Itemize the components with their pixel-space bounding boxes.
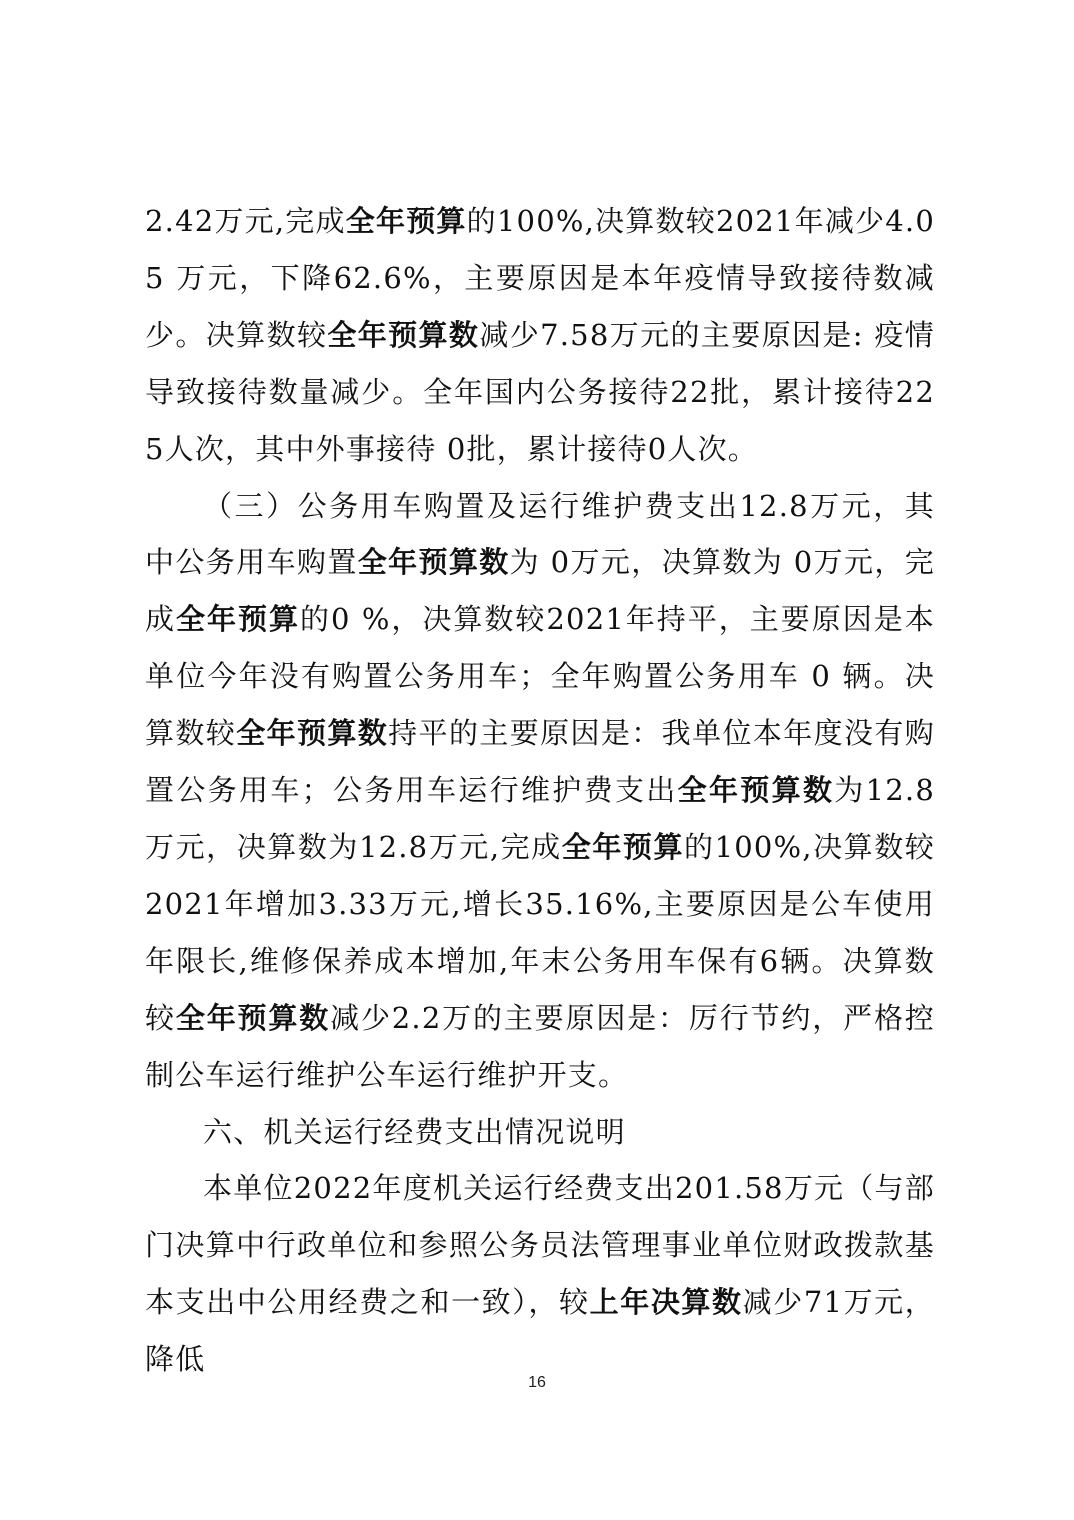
emphasis-full-year-budget-amount: 全年预算数	[357, 545, 510, 580]
page-number: 16	[528, 1374, 546, 1391]
text-segment: 持平的主要原因是：我单位本年度没有购置公务用车；公务用车运行维护费支出	[145, 716, 935, 808]
text-segment: 本单位2022年度机关运行经费支出201.58万元（与部门决算中行政单位和参照公务员法管理事业单位财政拨款基本支出中公用经费之和一致），较	[145, 1171, 935, 1320]
paragraph-hospitality	[145, 193, 935, 478]
emphasis-full-year-budget-amount: 全年预算数	[236, 716, 389, 751]
emphasis-full-year-budget-amount: 全年预算数	[677, 773, 835, 808]
paragraph-vehicle-expenses	[145, 478, 935, 1104]
text-segment: 减少7.58万元的主要原因是: 疫情导致接待数量减少。全年国内公务接待22批，累计接待225人次，其中外事接待 0批，累计接待0人次。	[145, 317, 935, 466]
emphasis-last-year-final-accounts: 上年决算数	[589, 1285, 743, 1320]
emphasis-full-year-budget: 全年预算	[176, 602, 300, 637]
emphasis-full-year-budget: 全年预算	[345, 204, 467, 238]
emphasis-full-year-budget: 全年预算	[561, 829, 685, 864]
text-segment: 的0 %，决算数较2021年持平，主要原因是本单位今年没有购置公务用车；全年购置公务用车 0 辆。决算数较	[145, 602, 935, 751]
text-segment: 减少71万元，降低	[145, 1285, 935, 1377]
body-text	[145, 193, 935, 1388]
text-segment: 为12.8万元，决算数为12.8万元,完成	[145, 773, 935, 864]
emphasis-full-year-budget-amount: 全年预算数	[175, 1000, 331, 1035]
section-heading: 六、机关运行经费支出情况说明	[203, 1114, 626, 1149]
text-segment: （三）公务用车购置及运行维护费支出12.8万元，其中公务用车购置	[145, 488, 935, 580]
text-segment: 的100%,决算数较2021年增加3.33万元,增长35.16%,主要原因是公车使用年限长,维修保养成本增加,年末公务用车保有6辆。决算数较	[145, 829, 935, 1035]
emphasis-full-year-budget-amount: 全年预算数	[327, 317, 480, 352]
text-segment: 2.42万元,完成	[145, 204, 346, 238]
text-segment: 的100%,决算数较2021年减少4.05 万元，下降62.6%，主要原因是本年疫情导致接待数减少。决算数较	[145, 204, 935, 352]
paragraph-operating-expenses	[145, 1160, 935, 1388]
text-segment: 为 0万元，决算数为 0万元，完成	[145, 545, 935, 637]
text-segment: 减少2.2万的主要原因是：厉行节约，严格控制公车运行维护公车运行维护开支。	[145, 1000, 936, 1092]
